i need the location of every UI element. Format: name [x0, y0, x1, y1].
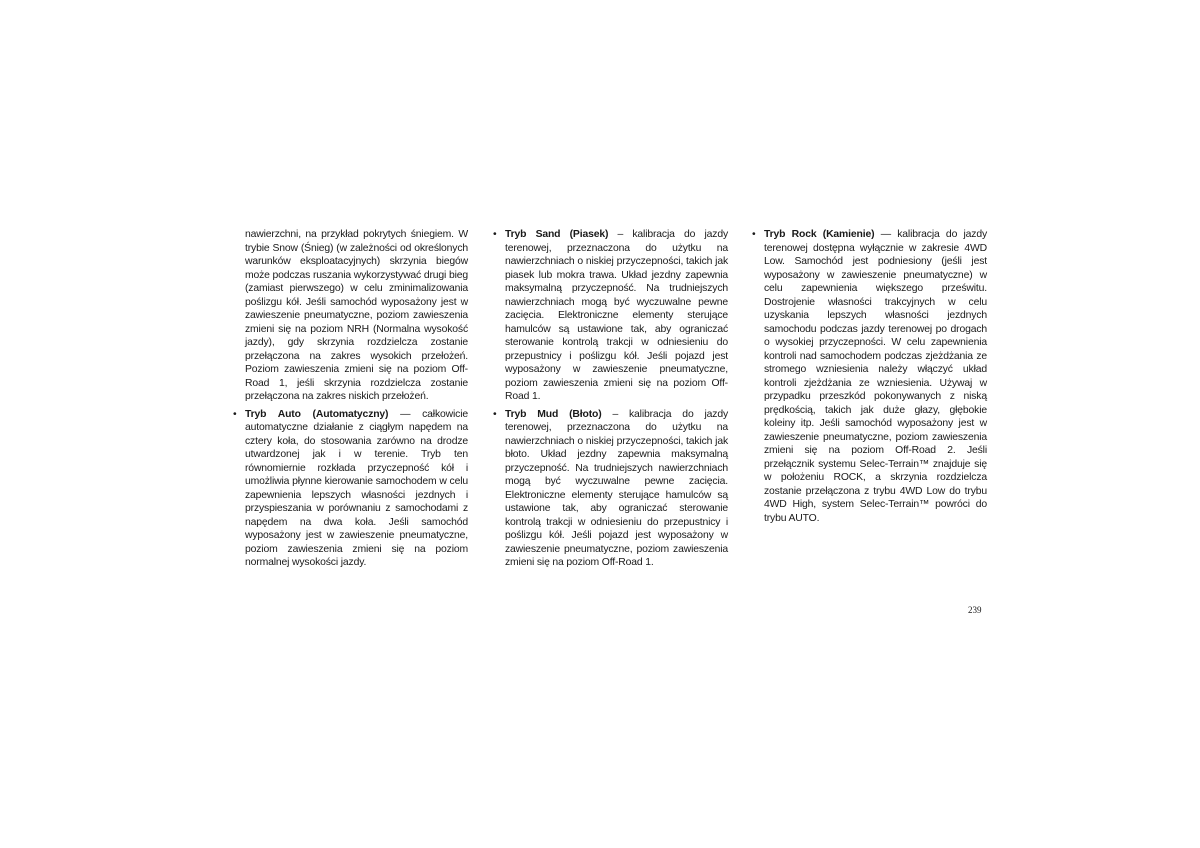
text-column-right	[751, 228, 987, 529]
list-item-mud-mode	[492, 408, 728, 570]
bullet-marker: •	[233, 408, 237, 420]
list-item-sand-mode	[492, 228, 728, 404]
mode-description-sand: – kalibracja do jazdy terenowej, przeznaczona do użytku na nawierzchniach o niskiej przyczepności, takich jak piasek lub mokra trawa. Układ jezdny zapewnia maksymalną przyczepność. Na trudniejszych nawierzchniach mogą być wyczuwalne pewne zacięcia. Elektroniczne elementy sterujące hamulców są ustawione tak, aby ograniczać sterowanie kontrolą trakcji w odniesieniu do przepustnicy i poślizgu kół. Jeśli pojazd jest wyposażony w zawieszenie pneumatyczne, poziom zawieszenia zmieni się na poziom Off-Road 1.	[505, 229, 729, 402]
page-number: 239	[968, 605, 982, 615]
list-item-auto-mode	[232, 408, 468, 570]
mode-description-rock: — kalibracja do jazdy terenowej dostępna wyłącznie w zakresie 4WD Low. Samochód jest podniesiony (jeśli jest wyposażony w zawieszenie pneumatyczne) w celu zapewnienia większego prześwitu. Dostrojenie własności trakcyjnych w celu uzyskania lepszych własności jezdnych samochodu podczas jazdy terenowej po drogach o wysokiej przyczepności. W celu zapewnienia kontroli nad samochodem podczas zjeżdżania ze stromego wzniesienia należy włączyć układ kontroli zjeżdżania ze wzniesienia. Używaj w przypadku przeszkód pokonywanych z niską prędkością, takich jak duże głazy, głębokie koleiny itp. Jeśli samochód wyposażony jest w zawieszenie pneumatyczne, poziom zawieszenia zmieni się na poziom Off-Road 2. Jeśli przełącznik systemu Selec-Terrain™ znajduje się w położeniu ROCK, a skrzynia rozdzielcza zostanie przełączona z trybu 4WD Low do trybu 4WD High, system Selec-Terrain™ powróci do trybu AUTO.	[764, 229, 988, 524]
bullet-marker: •	[752, 229, 756, 240]
mode-description-auto: — całkowicie automatyczne działanie z ciągłym napędem na cztery koła, do stosowania zarówno na drodze utwardzonej jak i w terenie. Tryb ten równomiernie rozkłada przyczepność kół i umożliwia płynne kierowanie samochodem w celu zapewnienia lepszych własności jezdnych i przyspieszania w porównaniu z samochodami z napędem na dwa koła. Jeśli samochód wyposażony jest w zawieszenie pneumatyczne, poziom zawieszenia zmieni się na poziom normalnej wysokości jazdy.	[245, 408, 468, 568]
mode-term-rock: Tryb Rock (Kamienie)	[764, 229, 875, 240]
text-column-left	[232, 228, 468, 574]
text-column-middle	[492, 228, 728, 574]
list-item-rock-mode	[751, 228, 987, 525]
mode-term-auto: Tryb Auto (Automatyczny)	[245, 408, 389, 420]
bullet-marker: •	[493, 229, 497, 240]
continuation-paragraph: nawierzchni, na przykład pokrytych śniegiem. W trybie Snow (Śnieg) (w zależności od określonych warunków eksploatacyjnych) skrzynia biegów może podczas ruszania wykorzystywać drugi bieg (zamiast pierwszego) w celu zminimalizowania poślizgu kół. Jeśli samochód wyposażony jest w zawieszenie pneumatyczne, poziom zawieszenia zmieni się na poziom NRH (Normalna wysokość jazdy), gdy skrzynia rozdzielcza zostanie przełączona na zakres wysokich przełożeń. Poziom zawieszenia zmieni się na poziom Off-Road 1, jeśli skrzynia rozdzielcza zostanie przełączona na zakres niskich przełożeń.	[245, 229, 468, 402]
mode-term-sand: Tryb Sand (Piasek)	[505, 229, 609, 240]
mode-term-mud: Tryb Mud (Błoto)	[505, 408, 602, 420]
bullet-marker: •	[493, 408, 497, 420]
mode-description-mud: – kalibracja do jazdy terenowej, przeznaczona do użytku na nawierzchniach o niskiej przyczepności, takich jak błoto. Układ jezdny zapewnia maksymalną przyczepność. Na trudniejszych nawierzchniach mogą być wyczuwalne pewne zacięcia. Elektroniczne elementy sterujące hamulców są ustawione tak, aby ograniczać sterowanie kontrolą trakcji w odniesieniu do przepustnicy i poślizgu kół. Jeśli pojazd jest wyposażony w zawieszenie pneumatyczne, poziom zawieszenia zmieni się na poziom Off-Road 1.	[505, 408, 728, 568]
